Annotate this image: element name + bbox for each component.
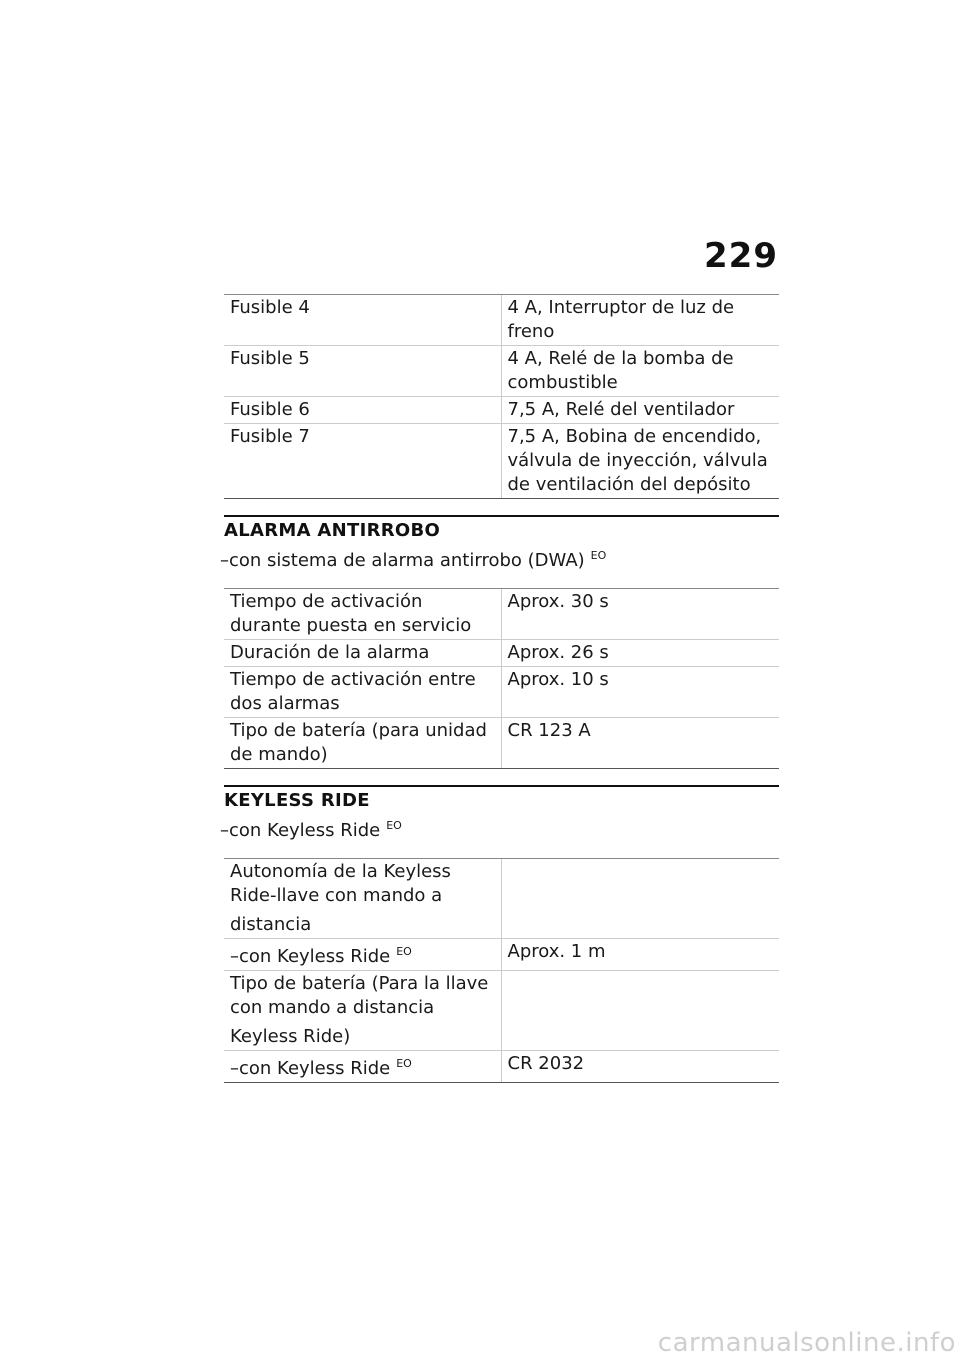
spec-value: CR 123 A	[501, 718, 779, 769]
spec-label-text: –con Keyless Ride	[230, 946, 391, 967]
eo-marker: EO	[396, 945, 412, 958]
table-row	[224, 424, 779, 499]
table-row	[224, 667, 779, 718]
section-condition	[220, 813, 779, 844]
spec-value: Aprox. 1 m	[501, 939, 779, 971]
table-row	[224, 1051, 779, 1083]
keyless-table	[224, 858, 779, 1083]
table-row	[224, 971, 779, 1051]
eo-marker: EO	[386, 819, 402, 832]
fuse-label: Fusible 7	[224, 424, 501, 499]
spec-label-text: Autonomía de la Keyless Ride-llave con mando a distancia	[230, 861, 451, 935]
spec-value	[501, 859, 779, 939]
spec-label: Tiempo de activación durante puesta en servicio	[224, 589, 501, 640]
spec-label	[224, 939, 501, 971]
keyless-section	[220, 785, 779, 1083]
spec-label-text: Tipo de batería (Para la llave con mando a distancia Keyless Ride)	[230, 973, 489, 1047]
fuse-value: 4 A, Relé de la bomba de combustible	[501, 346, 779, 397]
alarm-table	[224, 588, 779, 769]
page-content	[220, 294, 779, 1083]
spec-value: CR 2032	[501, 1051, 779, 1083]
table-row	[224, 346, 779, 397]
spec-label: Tiempo de activación entre dos alarmas	[224, 667, 501, 718]
page-number: 229	[704, 236, 778, 276]
fuse-label: Fusible 5	[224, 346, 501, 397]
condition-text: –con Keyless Ride	[220, 820, 381, 841]
spec-label	[224, 1051, 501, 1083]
spec-value: Aprox. 10 s	[501, 667, 779, 718]
spec-value: Aprox. 30 s	[501, 589, 779, 640]
spec-label	[224, 971, 501, 1051]
fuse-table	[224, 294, 779, 499]
spec-label-text: –con Keyless Ride	[230, 1058, 391, 1079]
condition-text: –con sistema de alarma antirrobo (DWA)	[220, 550, 585, 571]
section-title: KEYLESS RIDE	[224, 790, 370, 811]
table-row	[224, 589, 779, 640]
table-row	[224, 640, 779, 667]
fuse-value: 7,5 A, Bobina de encendido, válvula de inyección, válvula de ventilación del depósito	[501, 424, 779, 499]
spec-value: Aprox. 26 s	[501, 640, 779, 667]
fuse-value: 4 A, Interruptor de luz de freno	[501, 295, 779, 346]
section-condition	[220, 543, 779, 574]
spec-value	[501, 971, 779, 1051]
section-title: ALARMA ANTIRROBO	[224, 520, 441, 541]
watermark: carmanualsonline.info	[657, 1328, 956, 1358]
fuse-value: 7,5 A, Relé del ventilador	[501, 397, 779, 424]
table-row	[224, 939, 779, 971]
alarm-section	[220, 515, 779, 769]
eo-marker: EO	[590, 549, 607, 562]
table-row	[224, 859, 779, 939]
spec-label: Tipo de batería (para unidad de mando)	[224, 718, 501, 769]
spec-label	[224, 859, 501, 939]
table-row	[224, 295, 779, 346]
eo-marker: EO	[396, 1057, 412, 1070]
fuse-label: Fusible 4	[224, 295, 501, 346]
fuse-label: Fusible 6	[224, 397, 501, 424]
table-row	[224, 718, 779, 769]
table-row	[224, 397, 779, 424]
spec-label: Duración de la alarma	[224, 640, 501, 667]
